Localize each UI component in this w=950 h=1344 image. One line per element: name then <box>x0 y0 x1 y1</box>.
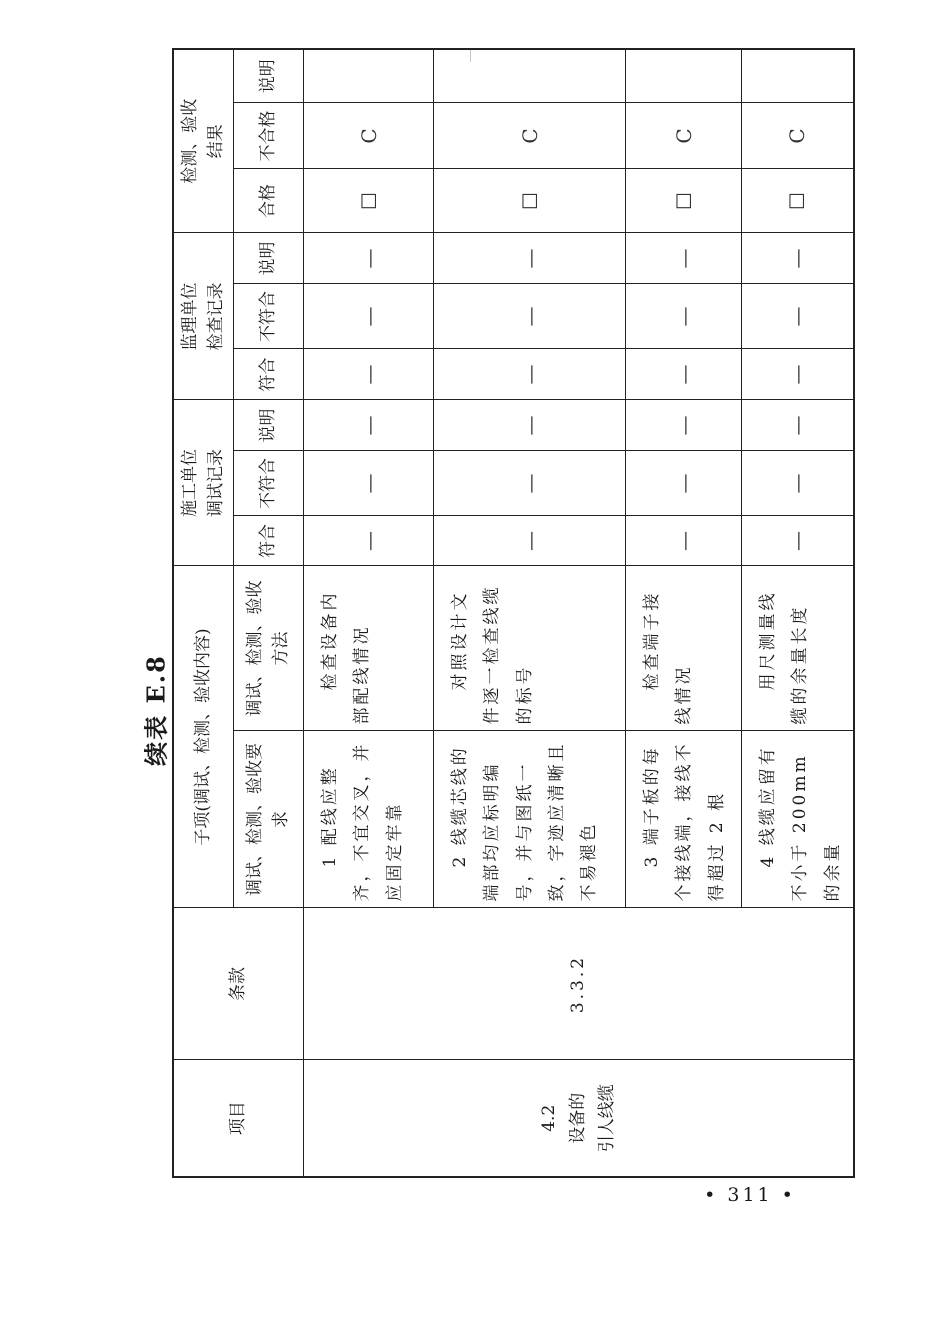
header-acceptance: 检测、验收 结果 <box>173 49 234 233</box>
supervision-conform-cell: — <box>304 349 434 400</box>
supervision-conform-cell: — <box>434 349 626 400</box>
requirement-cell: 2 线缆芯线的端部均应标明编号，并与图纸一致，字迹应清晰且不易褪色 <box>434 731 626 908</box>
header-construction-nonconform: 不符合 <box>234 451 304 516</box>
header-requirement: 调试、检测、验收要求 <box>234 731 304 908</box>
supervision-note-cell: — <box>742 233 854 284</box>
header-item: 项目 <box>173 1060 304 1177</box>
header-supervision-nonconform: 不符合 <box>234 284 304 349</box>
pass-checkbox[interactable]: ☐ <box>742 169 854 233</box>
supervision-nonconform-cell: — <box>304 284 434 349</box>
construction-note-cell: — <box>742 400 854 451</box>
item-cell: 4.2 设备的 引人线缆 <box>304 1060 854 1177</box>
clause-cell: 3.3.2 <box>304 908 854 1060</box>
supervision-conform-cell: — <box>626 349 742 400</box>
construction-conform-cell: — <box>626 516 742 566</box>
pass-checkbox[interactable]: ☐ <box>434 169 626 233</box>
construction-conform-cell: — <box>742 516 854 566</box>
table-title: 续表 E.8 <box>141 654 171 766</box>
supervision-note-cell: — <box>626 233 742 284</box>
supervision-note-cell: — <box>434 233 626 284</box>
acceptance-note-cell <box>304 49 434 103</box>
page-number: • 311 • <box>704 1184 796 1206</box>
fail-marker[interactable]: C <box>304 103 434 169</box>
construction-note-cell: — <box>434 400 626 451</box>
requirement-cell: 4 线缆应留有不小于 200mm 的余量 <box>742 731 854 908</box>
header-acceptance-pass: 合格 <box>234 169 304 233</box>
requirement-cell: 3 端子板的每个接线端，接线不得超过 2 根 <box>626 731 742 908</box>
supervision-nonconform-cell: — <box>626 284 742 349</box>
method-cell: 用尺测量线缆的余量长度 <box>742 566 854 731</box>
header-sub-item: 子项(调试、检测、验收内容) <box>173 566 234 908</box>
construction-nonconform-cell: — <box>626 451 742 516</box>
construction-nonconform-cell: — <box>304 451 434 516</box>
header-construction: 施工单位 调试记录 <box>173 400 234 566</box>
table-area <box>172 59 843 1178</box>
header-supervision-note: 说明 <box>234 233 304 284</box>
pass-checkbox[interactable]: ☐ <box>304 169 434 233</box>
supervision-note-cell: — <box>304 233 434 284</box>
header-acceptance-fail: 不合格 <box>234 103 304 169</box>
rotated-table-wrapper <box>172 59 843 1178</box>
fail-marker[interactable]: C <box>742 103 854 169</box>
header-supervision-conform: 符合 <box>234 349 304 400</box>
requirement-cell: 1 配线应整齐，不宜交叉，并应固定牢靠 <box>304 731 434 908</box>
construction-note-cell: — <box>626 400 742 451</box>
acceptance-note-cell <box>742 49 854 103</box>
fail-marker[interactable]: C <box>626 103 742 169</box>
header-method: 调试、检测、验收方法 <box>234 566 304 731</box>
inspection-table <box>172 48 855 1178</box>
header-acceptance-note: 说明 <box>234 49 304 103</box>
supervision-conform-cell: — <box>742 349 854 400</box>
header-construction-conform: 符合 <box>234 516 304 566</box>
acceptance-note-cell <box>434 49 626 103</box>
fail-marker[interactable]: C <box>434 103 626 169</box>
header-construction-note: 说明 <box>234 400 304 451</box>
method-cell: 检查端子接线情况 <box>626 566 742 731</box>
supervision-nonconform-cell: — <box>434 284 626 349</box>
acceptance-note-cell <box>626 49 742 103</box>
header-supervision: 监理单位 检查记录 <box>173 233 234 400</box>
method-cell: 对照设计文件逐一检查线缆的标号 <box>434 566 626 731</box>
construction-conform-cell: — <box>304 516 434 566</box>
construction-conform-cell: — <box>434 516 626 566</box>
header-clause: 条款 <box>173 908 304 1060</box>
method-cell: 检查设备内部配线情况 <box>304 566 434 731</box>
construction-nonconform-cell: — <box>742 451 854 516</box>
construction-nonconform-cell: — <box>434 451 626 516</box>
construction-note-cell: — <box>304 400 434 451</box>
pass-checkbox[interactable]: ☐ <box>626 169 742 233</box>
supervision-nonconform-cell: — <box>742 284 854 349</box>
